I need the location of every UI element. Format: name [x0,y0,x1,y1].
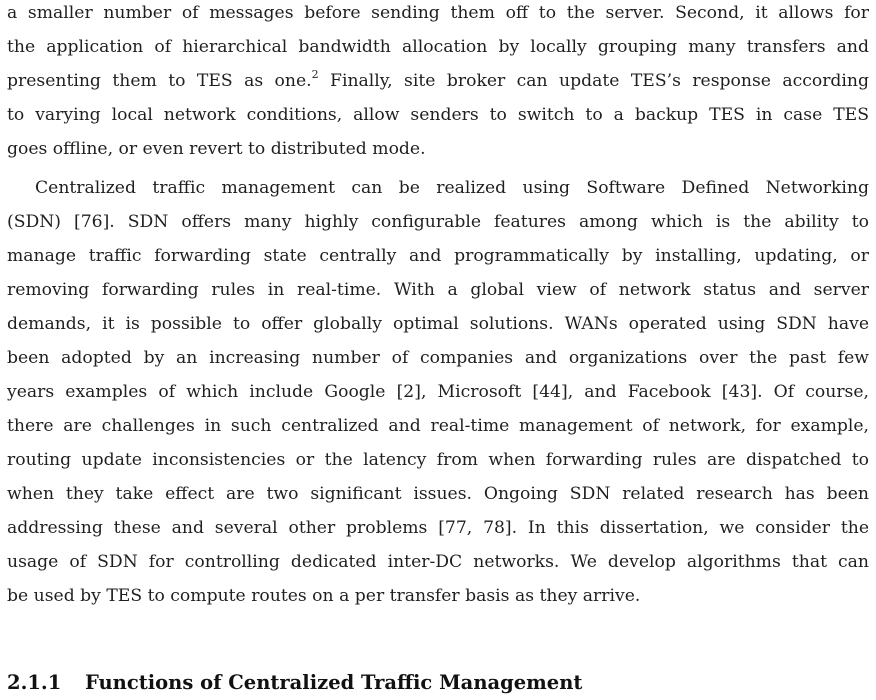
text-line: a smaller number of messages before sending them off to the server. Second, it allows for [7,3,869,23]
text-line: demands, it is possible to offer globally optimal solutions. WANs operated using SDN have [7,314,869,334]
text-line: to varying local network conditions, allow senders to switch to a backup TES in case TES [7,105,869,125]
footnote-marker[interactable]: 2 [311,68,319,82]
text-line: manage traffic forwarding state centrally and programmatically by installing, updating, or [7,246,869,266]
section-title: Functions of Centralized Traffic Management [85,671,583,694]
text-line: goes offline, or even revert to distributed mode. [7,139,426,159]
text-line: be used by TES to compute routes on a per transfer basis as they arrive. [7,586,641,606]
text-line: (SDN) [76]. SDN offers many highly configurable features among which is the ability to [7,212,869,232]
text-line: been adopted by an increasing number of companies and organizations over the past few [7,348,869,368]
text-line-with-footnote [7,70,869,92]
text-segment: Finally, site broker can update TES’s response according [318,71,869,91]
section-number: 2.1.1 [7,671,62,694]
text-line: addressing these and several other problems [77, 78]. In this dissertation, we consider the [7,518,869,538]
text-line: years examples of which include Google [2], Microsoft [44], and Facebook [43]. Of course, [7,382,869,402]
paragraph-first-line: Centralized traffic management can be realized using Software Defined Networking [35,178,869,198]
text-line: removing forwarding rules in real-time. With a global view of network status and server [7,280,869,300]
text-line: there are challenges in such centralized and real-time management of network, for example, [7,416,869,436]
text-segment: presenting them to TES as one. [7,71,312,91]
text-line: usage of SDN for controlling dedicated inter-DC networks. We develop algorithms that can [7,552,869,572]
text-line: when they take effect are two significant issues. Ongoing SDN related research has been [7,484,869,504]
document-page [7,0,869,700]
text-line: routing update inconsistencies or the latency from when forwarding rules are dispatched to [7,450,869,470]
section-heading [7,670,869,696]
text-line: the application of hierarchical bandwidth allocation by locally grouping many transfers and [7,37,869,57]
